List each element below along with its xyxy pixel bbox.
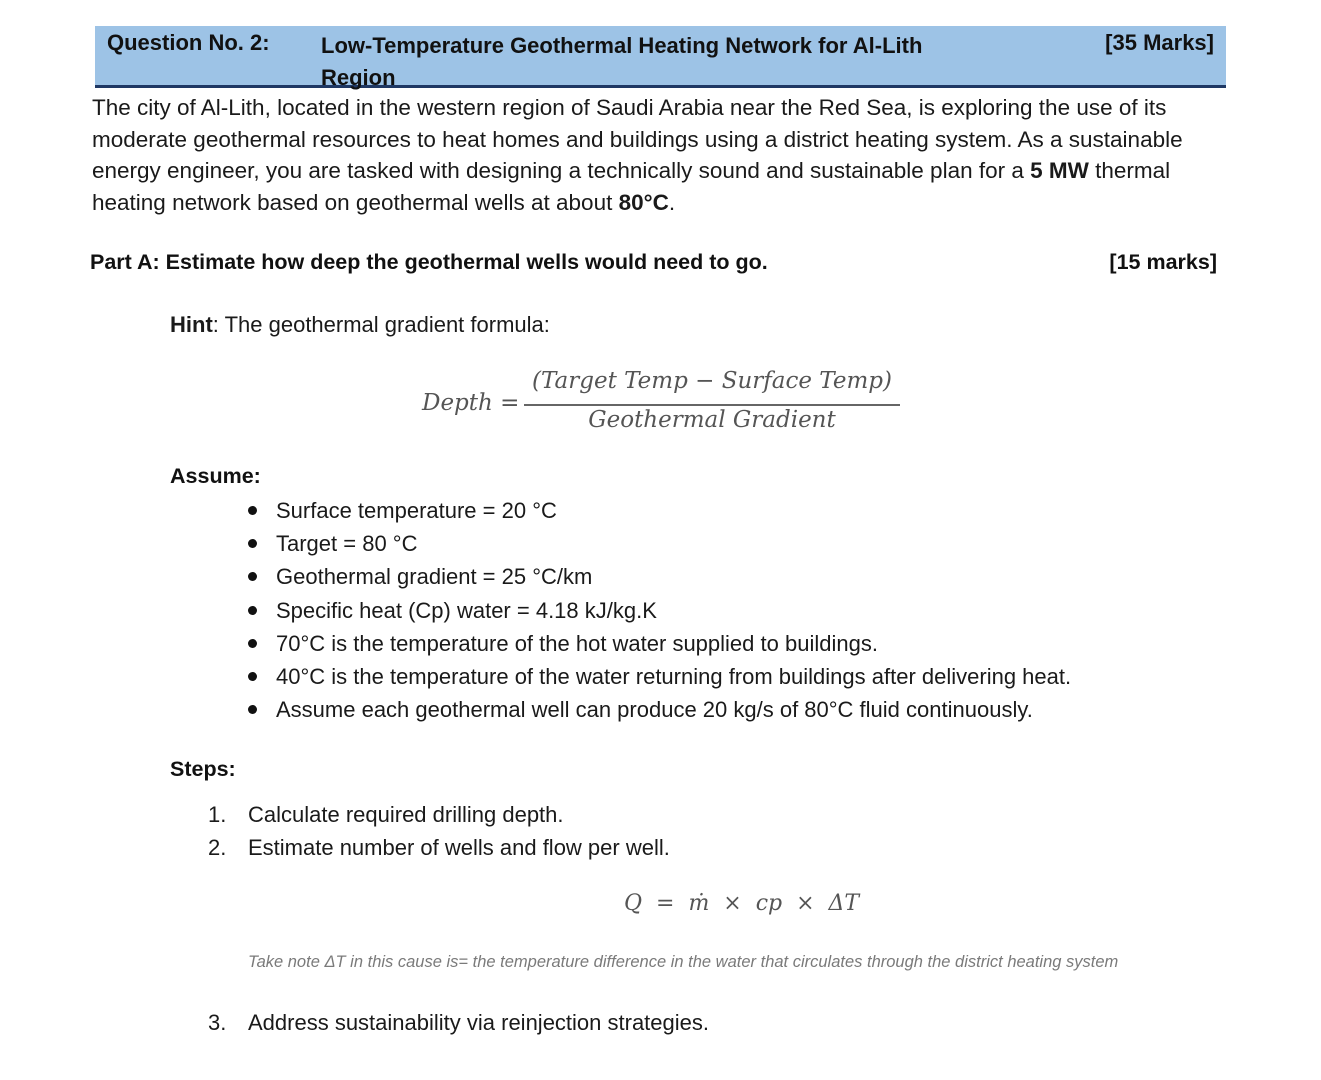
list-item-text: 70°C is the temperature of the hot water supplied to buildings. bbox=[276, 630, 878, 656]
list-item bbox=[246, 627, 1071, 660]
question-number: Question No. 2: bbox=[107, 30, 270, 55]
list-item-text: Assume each geothermal well can produce 20 kg/s of 80°C fluid continuously. bbox=[276, 697, 1033, 723]
intro-power: 5 MW bbox=[1030, 158, 1089, 183]
step-number: 1. bbox=[208, 802, 227, 827]
list-item bbox=[246, 693, 1071, 726]
bullet-icon bbox=[248, 572, 257, 581]
step-number: 3. bbox=[208, 1010, 227, 1035]
formula-denominator: Geothermal Gradient bbox=[588, 407, 836, 433]
fraction-bar bbox=[524, 404, 900, 406]
steps-heading: Steps: bbox=[170, 757, 236, 781]
part-a-heading: Part A: Estimate how deep the geothermal wells would need to go. bbox=[90, 250, 768, 274]
list-item-text: Target = 80 °C bbox=[276, 531, 418, 557]
intro-paragraph bbox=[92, 92, 1242, 218]
question-header bbox=[95, 26, 1226, 88]
step-text: Address sustainability via reinjection strategies. bbox=[248, 1010, 710, 1035]
delta-t-note: Take note ΔT in this cause is= the temperature difference in the water that circulates through the district heating system bbox=[248, 953, 1119, 971]
hint-text: : The geothermal gradient formula: bbox=[212, 312, 550, 337]
list-item bbox=[246, 527, 1071, 560]
step-number: 2. bbox=[208, 835, 227, 860]
list-item bbox=[246, 594, 1071, 627]
intro-temp: 80°C bbox=[618, 189, 669, 215]
bullet-icon bbox=[248, 506, 257, 515]
formula-numerator: (Target Temp − Surface Temp) bbox=[532, 368, 892, 394]
step-item bbox=[208, 831, 670, 864]
hint-line bbox=[170, 312, 550, 338]
question-marks: [35 Marks] bbox=[1105, 30, 1214, 55]
bullet-icon bbox=[248, 705, 257, 714]
question-title: Low-Temperature Geothermal Heating Network for Al-Lith Region bbox=[321, 33, 923, 90]
intro-text-3: . bbox=[668, 189, 676, 215]
formula-lhs: Depth = bbox=[422, 390, 520, 416]
steps-list bbox=[208, 798, 670, 864]
step-item bbox=[208, 1006, 709, 1039]
list-item-text: Geothermal gradient = 25 °C/km bbox=[276, 564, 593, 590]
bullet-icon bbox=[248, 639, 257, 648]
list-item-text: Surface temperature = 20 °C bbox=[276, 498, 557, 523]
heat-equation: Q = ṁ × cp × ΔT bbox=[624, 891, 860, 916]
bullet-icon bbox=[248, 539, 257, 548]
list-item bbox=[246, 494, 1071, 527]
assume-heading: Assume: bbox=[170, 464, 261, 488]
list-item bbox=[246, 660, 1071, 693]
depth-formula bbox=[420, 366, 910, 446]
step-text: Estimate number of wells and flow per well. bbox=[248, 835, 670, 860]
list-item-text: 40°C is the temperature of the water returning from buildings after delivering heat. bbox=[276, 663, 1072, 689]
step-text: Calculate required drilling depth. bbox=[248, 802, 564, 827]
list-item-text: Specific heat (Cp) water = 4.18 kJ/kg.K bbox=[276, 597, 657, 623]
intro-text-2: thermal heating network based on geothermal wells at about bbox=[92, 158, 1171, 215]
bullet-icon bbox=[248, 606, 257, 615]
list-item bbox=[246, 560, 1071, 593]
hint-label: Hint bbox=[170, 312, 213, 337]
bullet-icon bbox=[248, 672, 257, 681]
intro-text-1: The city of Al-Lith, located in the western region of Saudi Arabia near the Red Sea, is exploring the use of its moderate geothermal resources to heat homes and buildings using a district heating system. As a sustainable energy engineer, you are tasked with designing a technically sound and sustainable plan for a bbox=[92, 95, 1183, 183]
step-item bbox=[208, 798, 670, 831]
assumptions-list bbox=[246, 494, 1071, 726]
part-a-marks: [15 marks] bbox=[1109, 250, 1217, 274]
